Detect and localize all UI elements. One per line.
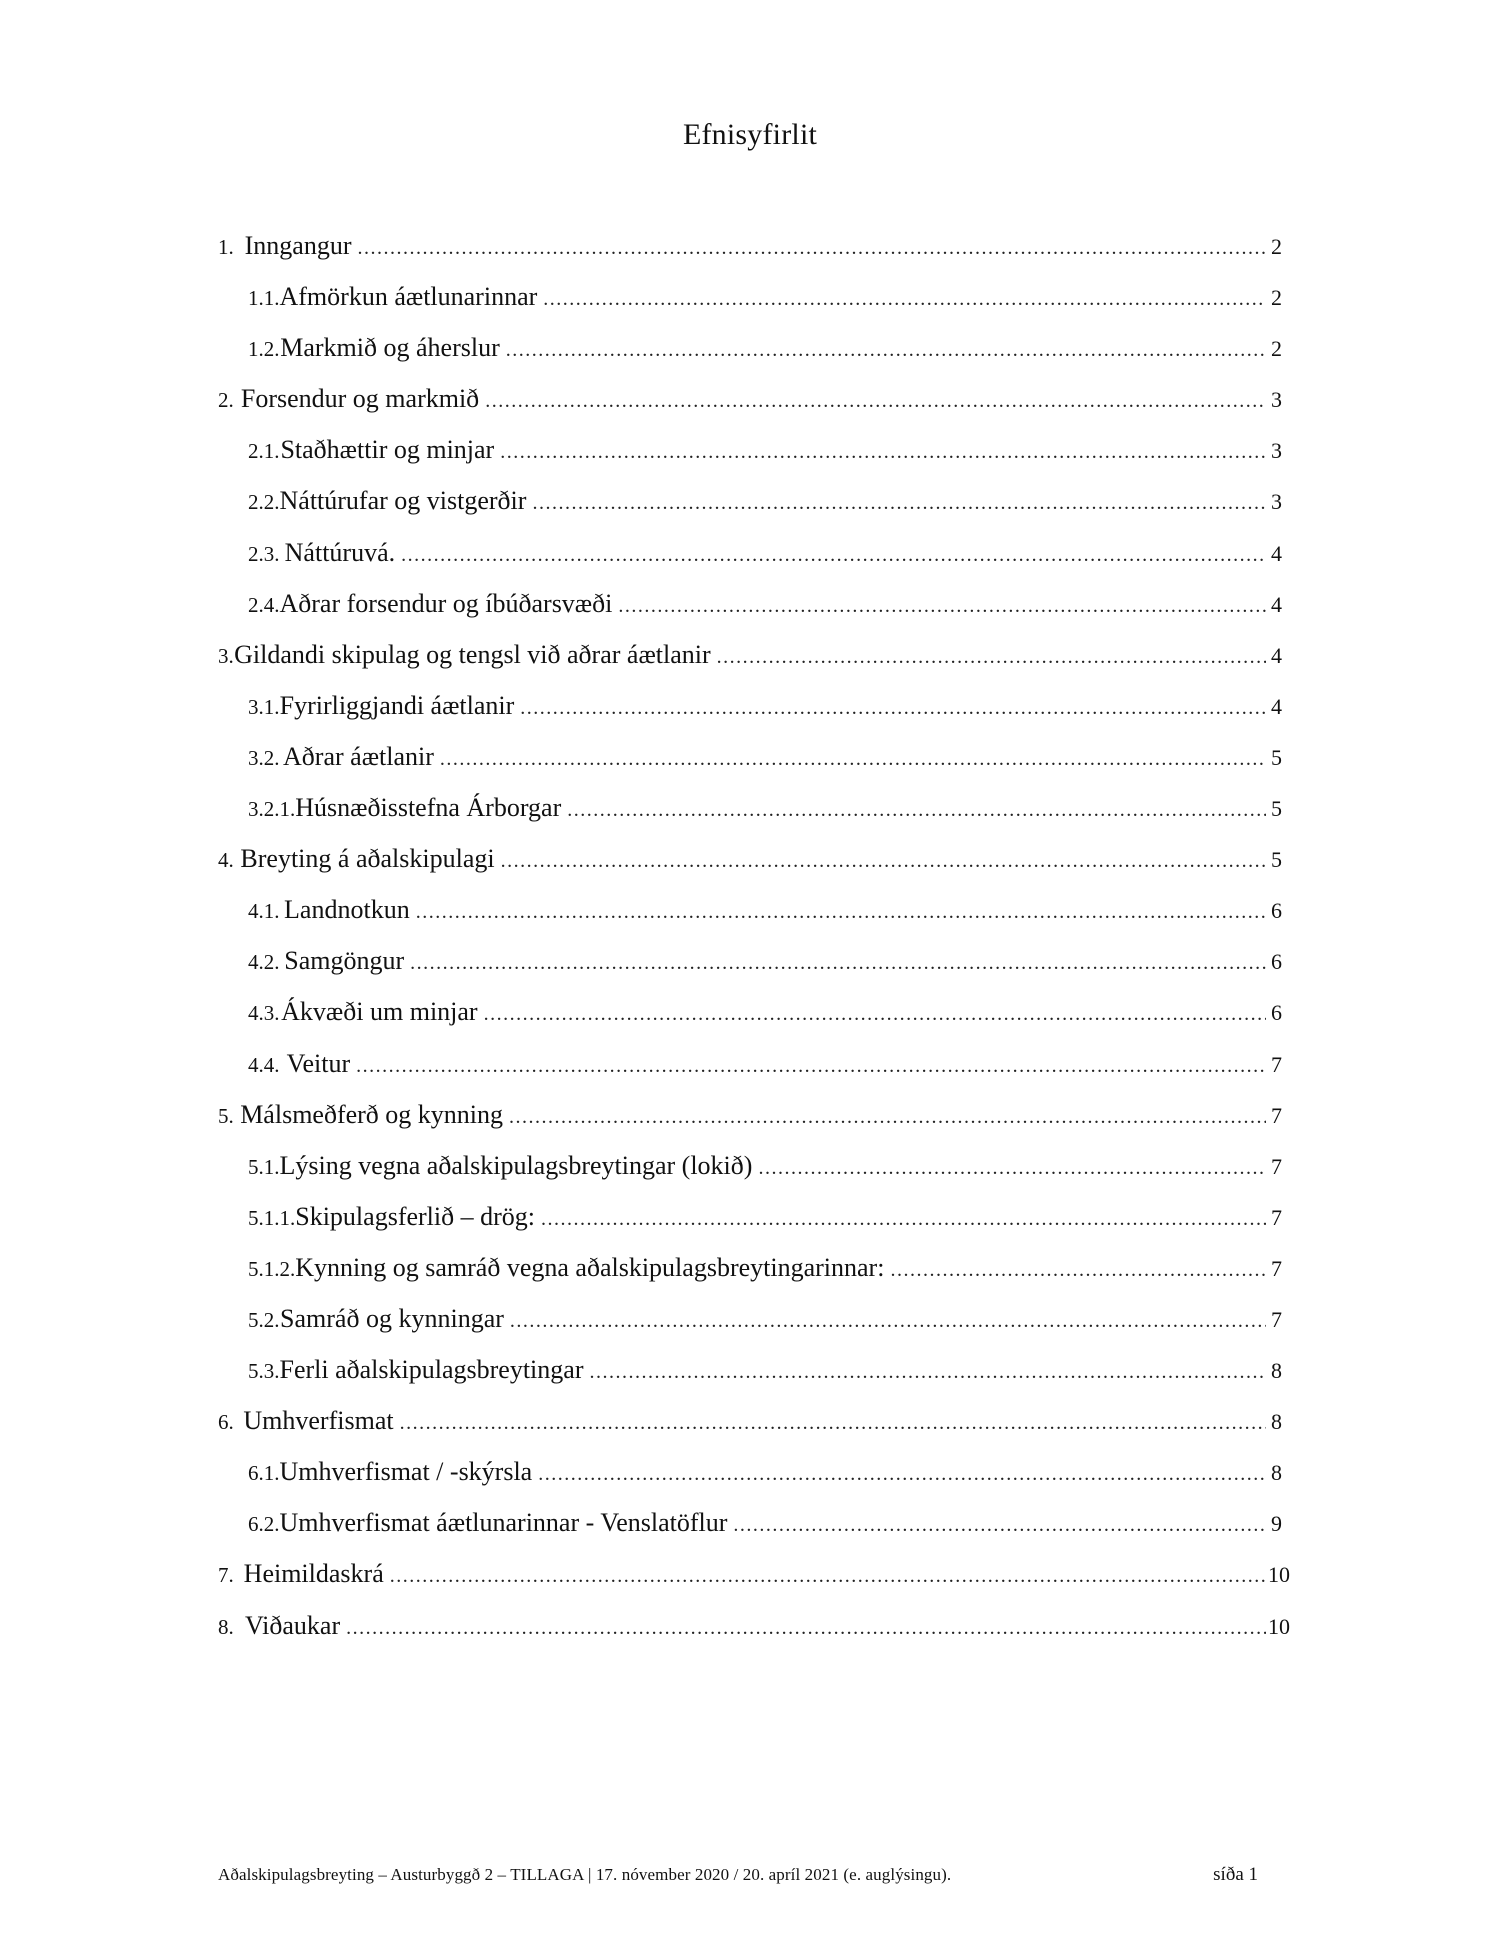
toc-entry-number: 8. [218, 1614, 234, 1639]
toc-entry-title[interactable]: Landnotkun [284, 895, 410, 925]
toc-entry-page[interactable]: 7 [1271, 1153, 1282, 1179]
toc-entry-page[interactable]: 8 [1271, 1358, 1282, 1384]
toc-entry-number: 2.1. [248, 439, 280, 464]
toc-entry[interactable] [218, 833, 1282, 884]
toc-entry-page[interactable]: 10 [1268, 1613, 1290, 1639]
toc-dot-leader [401, 530, 1266, 581]
toc-dot-leader [510, 1296, 1266, 1347]
toc-entry[interactable] [218, 373, 1282, 424]
toc-entry-title[interactable]: Kynning og samráð vegna aðalskipulagsbreytingarinnar: [295, 1252, 885, 1282]
toc-entry-number: 4.4. [248, 1052, 280, 1077]
toc-entry-number: 5. [218, 1103, 234, 1128]
toc-entry-number: 5.1.1. [248, 1205, 296, 1230]
toc-dot-leader [890, 1245, 1266, 1296]
toc-entry-title[interactable]: Afmörkun áætlunarinnar [279, 282, 538, 312]
toc-entry-page[interactable]: 8 [1271, 1409, 1282, 1435]
toc-entry-page[interactable]: 10 [1268, 1562, 1290, 1588]
toc-entry-page[interactable]: 3 [1271, 387, 1282, 413]
toc-entry[interactable] [218, 1038, 1282, 1089]
toc-entry[interactable] [218, 271, 1282, 322]
toc-entry-number: 7. [218, 1563, 234, 1588]
toc-entry-page[interactable]: 2 [1271, 234, 1282, 259]
toc-entry[interactable] [218, 527, 1282, 578]
toc-entry[interactable] [218, 935, 1282, 986]
toc-entry[interactable] [218, 1191, 1282, 1242]
toc-entry-number: 4.2. [248, 950, 280, 975]
toc-entry-title[interactable]: Húsnæðisstefna Árborgar [295, 793, 562, 823]
toc-dot-leader [501, 836, 1266, 887]
toc-entry-number: 6.2. [248, 1512, 280, 1537]
toc-entry[interactable] [218, 1497, 1282, 1548]
toc-entry[interactable] [218, 1548, 1290, 1599]
toc-entry-page[interactable]: 5 [1271, 847, 1282, 873]
toc-entry-title[interactable]: Ferli aðalskipulagsbreytingar [279, 1355, 584, 1385]
toc-entry-number: 2. [218, 388, 234, 413]
toc-entry[interactable] [218, 1242, 1282, 1293]
toc-dot-leader [485, 376, 1266, 427]
toc-entry[interactable] [218, 1600, 1290, 1651]
toc-entry-number: 3.2.1. [248, 797, 296, 822]
toc-entry-number: 5.3. [248, 1359, 280, 1384]
toc-entry[interactable] [218, 884, 1282, 935]
toc-entry[interactable] [218, 1293, 1282, 1344]
toc-dot-leader [717, 632, 1266, 683]
toc-entry-title[interactable]: Umhverfismat [243, 1406, 394, 1436]
toc-entry-number: 4. [218, 848, 234, 873]
toc-entry-title[interactable]: Málsmeðferð og kynning [240, 1099, 504, 1129]
toc-entry-title[interactable]: Heimildaskrá [243, 1559, 384, 1589]
toc-dot-leader [758, 1143, 1266, 1194]
toc-dot-leader [410, 938, 1266, 989]
toc-entry-number: 1.2. [248, 337, 280, 362]
footer-page-number: síða 1 [1213, 1864, 1258, 1885]
toc-entry[interactable] [218, 220, 1282, 271]
toc-entry-page[interactable]: 6 [1271, 1000, 1282, 1026]
toc-entry-title[interactable]: Umhverfismat / -skýrsla [279, 1457, 533, 1487]
toc-entry-page[interactable]: 5 [1271, 744, 1282, 770]
toc-entry-title[interactable]: Staðhættir og minjar [280, 435, 495, 465]
toc-entry[interactable] [218, 782, 1282, 833]
footer-text: Aðalskipulagsbreyting – Austurbyggð 2 – TILLAGA | 17. nóvember 2020 / 20. apríl 2021 (e. auglýsingu). [218, 1865, 952, 1884]
toc-entry-number: 2.2. [248, 490, 280, 515]
page-title: Efnisyfirlit [682, 118, 818, 151]
toc-entry-page[interactable]: 4 [1271, 591, 1282, 617]
toc-entry-page[interactable]: 7 [1271, 1102, 1282, 1128]
toc-entry-page[interactable]: 8 [1271, 1460, 1282, 1486]
toc-dot-leader [520, 683, 1266, 734]
toc-entry-number: 6. [218, 1410, 234, 1435]
toc-entry-number: 3. [218, 643, 234, 668]
toc-dot-leader [538, 1449, 1266, 1500]
toc-dot-leader [400, 1398, 1266, 1449]
toc-dot-leader [357, 223, 1266, 274]
toc-dot-leader [509, 1092, 1266, 1143]
toc-entry-number: 5.2. [248, 1307, 280, 1332]
toc-entry-title[interactable]: Aðrar áætlanir [283, 741, 434, 771]
toc-entry-title[interactable]: Ákvæði um minjar [281, 997, 478, 1027]
toc-entry-number: 2.4. [248, 592, 280, 617]
toc-entry-page[interactable]: 4 [1271, 540, 1282, 566]
toc-entry-title[interactable]: Skipulagsferlið – drög: [295, 1201, 536, 1231]
toc-entry-page[interactable]: 2 [1271, 336, 1282, 362]
toc-dot-leader [541, 1194, 1266, 1245]
toc-entry-title[interactable]: Forsendur og markmið [240, 384, 480, 414]
toc-entry-page[interactable]: 6 [1271, 898, 1282, 924]
toc-entry-page[interactable]: 6 [1271, 949, 1282, 975]
toc-entry-page[interactable]: 4 [1271, 693, 1282, 719]
toc-entry-number: 2.3. [248, 541, 280, 566]
toc-entry-title[interactable]: Náttúruvá. [284, 537, 396, 567]
toc-entry-title[interactable]: Viðaukar [244, 1610, 341, 1640]
toc-entry-page[interactable]: 3 [1271, 489, 1282, 515]
toc-entry-title[interactable]: Samráð og kynningar [280, 1303, 504, 1333]
toc-dot-leader [589, 1347, 1266, 1398]
toc-entry[interactable] [218, 322, 1282, 373]
toc-dot-leader [484, 989, 1266, 1040]
toc-entry-title[interactable]: Aðrar forsendur og íbúðarsvæði [279, 588, 613, 618]
toc-entry[interactable] [218, 1446, 1282, 1497]
toc-dot-leader [440, 734, 1266, 785]
toc-entry-title[interactable]: Gildandi skipulag og tengsl við aðrar áætlanir [234, 639, 711, 669]
toc-dot-leader [500, 427, 1266, 478]
toc-dot-leader [543, 274, 1266, 325]
toc-entry-title[interactable]: Samgöngur [284, 946, 405, 976]
toc-entry-page[interactable]: 7 [1271, 1204, 1282, 1230]
table-of-contents [218, 220, 1290, 1651]
toc-entry[interactable] [218, 986, 1282, 1037]
toc-entry-title[interactable]: Breyting á aðalskipulagi [240, 844, 495, 874]
toc-entry-title[interactable]: Lýsing vegna aðalskipulagsbreytingar (lokið) [279, 1150, 753, 1180]
toc-dot-leader [356, 1041, 1266, 1092]
toc-dot-leader [532, 478, 1266, 529]
toc-entry-number: 1.1. [248, 286, 280, 311]
toc-entry-page[interactable]: 7 [1271, 1051, 1282, 1077]
toc-entry[interactable] [218, 629, 1282, 680]
toc-dot-leader [390, 1551, 1266, 1602]
toc-entry-number: 6.1. [248, 1461, 280, 1486]
toc-entry-number: 1. [218, 235, 234, 259]
toc-entry-page[interactable]: 7 [1271, 1306, 1282, 1332]
toc-entry-number: 4.3. [248, 1001, 280, 1026]
toc-entry-number: 3.1. [248, 694, 280, 719]
toc-entry-page[interactable]: 9 [1271, 1511, 1282, 1537]
toc-entry-page[interactable]: 4 [1271, 642, 1282, 668]
toc-dot-leader [567, 785, 1266, 836]
toc-entry-title[interactable]: Inngangur [244, 231, 352, 260]
toc-entry-page[interactable]: 3 [1271, 438, 1282, 464]
toc-entry-number: 4.1. [248, 899, 280, 924]
toc-entry-title[interactable]: Umhverfismat áætlunarinnar - Venslatöflur [279, 1508, 728, 1538]
toc-dot-leader [416, 887, 1266, 938]
toc-entry[interactable] [218, 1344, 1282, 1395]
toc-entry-number: 3.2. [248, 745, 280, 770]
toc-entry-page[interactable]: 2 [1271, 285, 1282, 311]
toc-dot-leader [733, 1500, 1266, 1551]
toc-entry-title[interactable]: Fyrirliggjandi áætlanir [279, 690, 515, 720]
toc-entry[interactable] [218, 1395, 1282, 1446]
toc-entry-title[interactable]: Veitur [286, 1048, 351, 1078]
toc-entry[interactable] [218, 1140, 1282, 1191]
toc-entry[interactable] [218, 731, 1282, 782]
toc-entry-title[interactable]: Markmið og áherslur [280, 333, 500, 363]
toc-entry-page[interactable]: 7 [1271, 1255, 1282, 1281]
toc-entry[interactable] [218, 578, 1282, 629]
toc-entry[interactable] [218, 424, 1282, 475]
toc-entry[interactable] [218, 680, 1282, 731]
toc-entry-number: 5.1.2. [248, 1256, 296, 1281]
toc-dot-leader [346, 1603, 1266, 1654]
page-footer [218, 1864, 1258, 1886]
toc-entry-title[interactable]: Náttúrufar og vistgerðir [279, 486, 527, 516]
toc-entry-number: 5.1. [248, 1154, 280, 1179]
toc-entry[interactable] [218, 475, 1282, 526]
toc-dot-leader [618, 581, 1266, 632]
toc-entry[interactable] [218, 1089, 1282, 1140]
toc-entry-page[interactable]: 5 [1271, 796, 1282, 822]
toc-dot-leader [506, 325, 1266, 376]
